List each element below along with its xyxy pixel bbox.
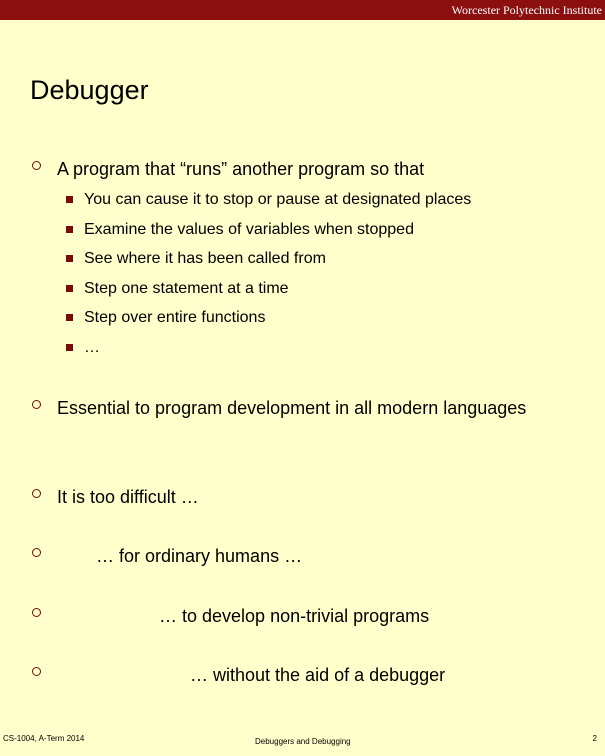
sub-bullet-text: Step one statement at a time: [84, 279, 289, 297]
institution-name: Worcester Polytechnic Institute: [451, 3, 602, 17]
bullet-text: A program that “runs” another program so that: [57, 159, 425, 179]
sub-bullet-text: Step over entire functions: [84, 309, 266, 326]
circle-bullet-icon: [32, 667, 41, 676]
square-bullet-icon: [66, 285, 73, 292]
circle-bullet-icon: [32, 161, 41, 170]
sub-bullet-item: [66, 218, 586, 248]
header-bar: [0, 0, 605, 20]
sub-bullet-text: You can cause it to stop or pause at designated places: [84, 191, 472, 208]
sub-bullet-text: …: [84, 338, 100, 356]
sub-bullet-text: See where it has been called from: [84, 250, 326, 267]
circle-bullet-icon: [32, 608, 41, 617]
footer-course: CS-1004, A-Term 2014: [3, 734, 85, 743]
circle-bullet-icon: [32, 400, 41, 409]
square-bullet-icon: [66, 255, 73, 262]
sub-bullet-item: [66, 306, 586, 336]
circle-bullet-icon: [32, 489, 41, 498]
square-bullet-icon: [66, 344, 73, 351]
sub-bullet-item: [66, 188, 586, 218]
sub-bullet-item: [66, 277, 586, 307]
bullet-text: It is too difficult …: [57, 487, 199, 507]
bullet-text: … for ordinary humans …: [96, 546, 303, 566]
square-bullet-icon: [66, 226, 73, 233]
circle-bullet-icon: [32, 548, 41, 557]
sub-bullet-item: [66, 336, 586, 366]
square-bullet-icon: [66, 314, 73, 321]
sub-bullet-item: [66, 247, 586, 277]
square-bullet-icon: [66, 196, 73, 203]
sub-bullet-list: [66, 188, 586, 365]
sub-bullet-text: Examine the values of variables when stopped: [84, 220, 414, 238]
bullet-text: … to develop non-trivial programs: [159, 606, 430, 626]
slide-title: Debugger: [30, 75, 149, 105]
footer-topic: Debuggers and Debugging: [255, 737, 351, 746]
bullet-text: … without the aid of a debugger: [190, 665, 446, 685]
page-number: 2: [592, 734, 597, 743]
bullet-text: Essential to program development in all modern languages: [57, 398, 527, 418]
